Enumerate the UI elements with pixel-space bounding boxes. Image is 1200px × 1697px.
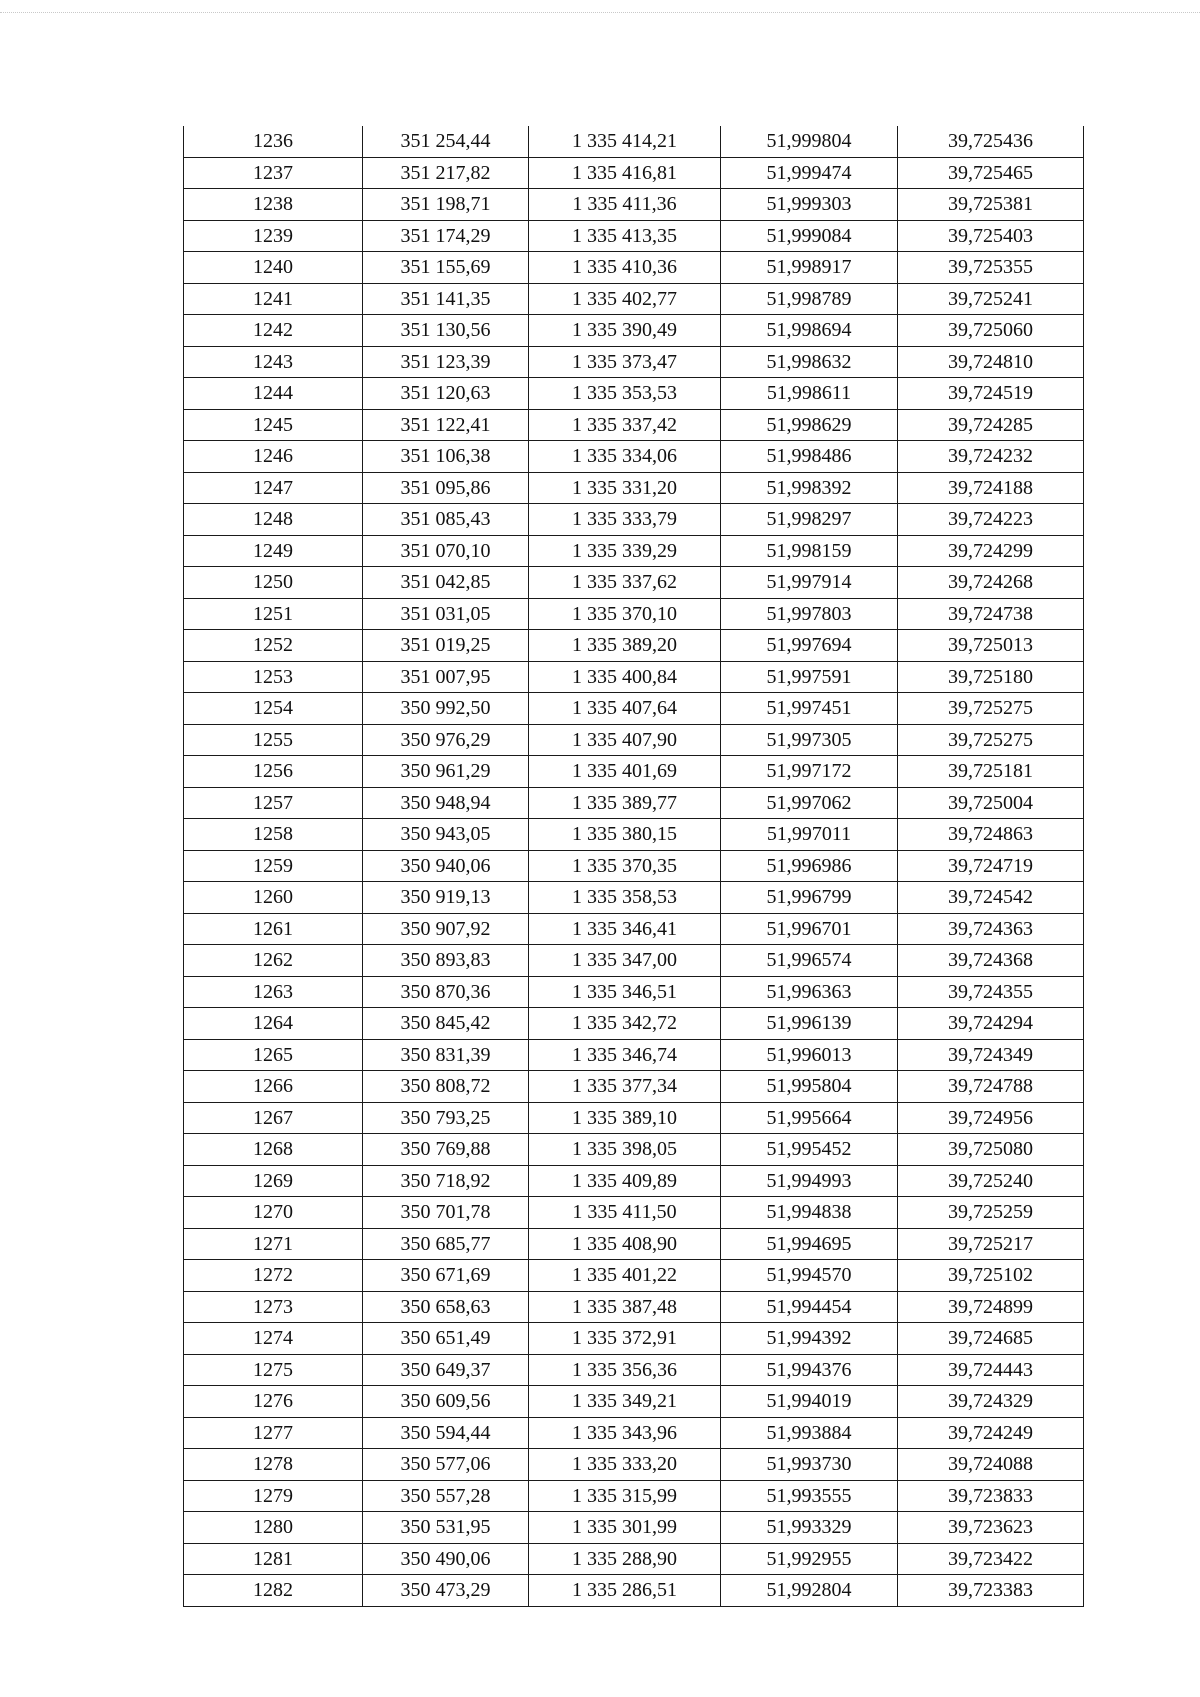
latitude-cell: 51,993555 (721, 1480, 898, 1512)
coord-x-cell: 351 120,63 (363, 378, 529, 410)
table-row (184, 1480, 1084, 1512)
coord-x-cell: 351 106,38 (363, 441, 529, 473)
point-number-cell: 1261 (184, 913, 363, 945)
coord-x-cell: 351 254,44 (363, 126, 529, 157)
point-number-cell: 1280 (184, 1512, 363, 1544)
coord-x-cell: 350 976,29 (363, 724, 529, 756)
latitude-cell: 51,997803 (721, 598, 898, 630)
latitude-cell: 51,995452 (721, 1134, 898, 1166)
coord-x-cell: 350 651,49 (363, 1323, 529, 1355)
point-number-cell: 1244 (184, 378, 363, 410)
point-number-cell: 1277 (184, 1417, 363, 1449)
latitude-cell: 51,997062 (721, 787, 898, 819)
table-row (184, 913, 1084, 945)
table-row (184, 1228, 1084, 1260)
coord-y-cell: 1 335 286,51 (529, 1575, 721, 1607)
point-number-cell: 1272 (184, 1260, 363, 1292)
coord-y-cell: 1 335 346,51 (529, 976, 721, 1008)
latitude-cell: 51,997305 (721, 724, 898, 756)
coord-y-cell: 1 335 301,99 (529, 1512, 721, 1544)
coord-y-cell: 1 335 407,90 (529, 724, 721, 756)
table-row (184, 1071, 1084, 1103)
point-number-cell: 1274 (184, 1323, 363, 1355)
latitude-cell: 51,997451 (721, 693, 898, 725)
coord-y-cell: 1 335 408,90 (529, 1228, 721, 1260)
latitude-cell: 51,998694 (721, 315, 898, 347)
longitude-cell: 39,725241 (898, 283, 1084, 315)
longitude-cell: 39,725381 (898, 189, 1084, 221)
table-row (184, 220, 1084, 252)
table-row (184, 441, 1084, 473)
table-row (184, 787, 1084, 819)
latitude-cell: 51,992955 (721, 1543, 898, 1575)
longitude-cell: 39,724285 (898, 409, 1084, 441)
coord-x-cell: 351 217,82 (363, 157, 529, 189)
latitude-cell: 51,997914 (721, 567, 898, 599)
latitude-cell: 51,993730 (721, 1449, 898, 1481)
coord-x-cell: 351 155,69 (363, 252, 529, 284)
point-number-cell: 1262 (184, 945, 363, 977)
latitude-cell: 51,995664 (721, 1102, 898, 1134)
coord-x-cell: 351 123,39 (363, 346, 529, 378)
coord-x-cell: 350 577,06 (363, 1449, 529, 1481)
coord-y-cell: 1 335 390,49 (529, 315, 721, 347)
latitude-cell: 51,998629 (721, 409, 898, 441)
table-row (184, 1102, 1084, 1134)
coord-x-cell: 351 198,71 (363, 189, 529, 221)
point-number-cell: 1243 (184, 346, 363, 378)
point-number-cell: 1258 (184, 819, 363, 851)
table-row (184, 1512, 1084, 1544)
coord-x-cell: 350 845,42 (363, 1008, 529, 1040)
latitude-cell: 51,995804 (721, 1071, 898, 1103)
coord-y-cell: 1 335 389,20 (529, 630, 721, 662)
longitude-cell: 39,725275 (898, 693, 1084, 725)
point-number-cell: 1268 (184, 1134, 363, 1166)
coord-y-cell: 1 335 333,79 (529, 504, 721, 536)
latitude-cell: 51,998917 (721, 252, 898, 284)
latitude-cell: 51,998611 (721, 378, 898, 410)
longitude-cell: 39,724088 (898, 1449, 1084, 1481)
latitude-cell: 51,996139 (721, 1008, 898, 1040)
coord-y-cell: 1 335 358,53 (529, 882, 721, 914)
coord-x-cell: 351 019,25 (363, 630, 529, 662)
coord-x-cell: 350 769,88 (363, 1134, 529, 1166)
coord-x-cell: 351 141,35 (363, 283, 529, 315)
table-row (184, 189, 1084, 221)
latitude-cell: 51,994392 (721, 1323, 898, 1355)
table-row (184, 1543, 1084, 1575)
point-number-cell: 1253 (184, 661, 363, 693)
coord-x-cell: 350 831,39 (363, 1039, 529, 1071)
longitude-cell: 39,724363 (898, 913, 1084, 945)
coord-y-cell: 1 335 356,36 (529, 1354, 721, 1386)
point-number-cell: 1250 (184, 567, 363, 599)
point-number-cell: 1279 (184, 1480, 363, 1512)
coord-x-cell: 351 174,29 (363, 220, 529, 252)
longitude-cell: 39,724355 (898, 976, 1084, 1008)
table-row (184, 1260, 1084, 1292)
coord-y-cell: 1 335 401,22 (529, 1260, 721, 1292)
coord-y-cell: 1 335 411,36 (529, 189, 721, 221)
point-number-cell: 1273 (184, 1291, 363, 1323)
coord-y-cell: 1 335 402,77 (529, 283, 721, 315)
table-row (184, 346, 1084, 378)
longitude-cell: 39,724685 (898, 1323, 1084, 1355)
latitude-cell: 51,999474 (721, 157, 898, 189)
coord-x-cell: 351 130,56 (363, 315, 529, 347)
longitude-cell: 39,724956 (898, 1102, 1084, 1134)
point-number-cell: 1269 (184, 1165, 363, 1197)
coord-y-cell: 1 335 349,21 (529, 1386, 721, 1418)
point-number-cell: 1238 (184, 189, 363, 221)
latitude-cell: 51,996574 (721, 945, 898, 977)
longitude-cell: 39,725013 (898, 630, 1084, 662)
latitude-cell: 51,998632 (721, 346, 898, 378)
longitude-cell: 39,725004 (898, 787, 1084, 819)
coord-x-cell: 351 042,85 (363, 567, 529, 599)
table-row (184, 598, 1084, 630)
coord-x-cell: 350 808,72 (363, 1071, 529, 1103)
latitude-cell: 51,994838 (721, 1197, 898, 1229)
coord-y-cell: 1 335 370,10 (529, 598, 721, 630)
coord-y-cell: 1 335 353,53 (529, 378, 721, 410)
coord-y-cell: 1 335 288,90 (529, 1543, 721, 1575)
coord-y-cell: 1 335 416,81 (529, 157, 721, 189)
latitude-cell: 51,992804 (721, 1575, 898, 1607)
table-row (184, 630, 1084, 662)
latitude-cell: 51,993329 (721, 1512, 898, 1544)
point-number-cell: 1275 (184, 1354, 363, 1386)
point-number-cell: 1278 (184, 1449, 363, 1481)
table-row (184, 850, 1084, 882)
longitude-cell: 39,724542 (898, 882, 1084, 914)
coord-y-cell: 1 335 372,91 (529, 1323, 721, 1355)
coord-x-cell: 351 070,10 (363, 535, 529, 567)
latitude-cell: 51,994993 (721, 1165, 898, 1197)
table-row (184, 409, 1084, 441)
longitude-cell: 39,724738 (898, 598, 1084, 630)
latitude-cell: 51,994019 (721, 1386, 898, 1418)
coord-y-cell: 1 335 389,10 (529, 1102, 721, 1134)
latitude-cell: 51,994376 (721, 1354, 898, 1386)
coord-x-cell: 350 961,29 (363, 756, 529, 788)
table-row (184, 819, 1084, 851)
longitude-cell: 39,725436 (898, 126, 1084, 157)
coord-y-cell: 1 335 400,84 (529, 661, 721, 693)
coord-y-cell: 1 335 346,41 (529, 913, 721, 945)
latitude-cell: 51,999084 (721, 220, 898, 252)
table-row (184, 1386, 1084, 1418)
table-row (184, 126, 1084, 157)
coord-y-cell: 1 335 377,34 (529, 1071, 721, 1103)
table-row (184, 1449, 1084, 1481)
coord-y-cell: 1 335 370,35 (529, 850, 721, 882)
table-row (184, 252, 1084, 284)
point-number-cell: 1251 (184, 598, 363, 630)
coord-y-cell: 1 335 389,77 (529, 787, 721, 819)
table-row (184, 283, 1084, 315)
point-number-cell: 1252 (184, 630, 363, 662)
coord-y-cell: 1 335 387,48 (529, 1291, 721, 1323)
longitude-cell: 39,725240 (898, 1165, 1084, 1197)
coord-y-cell: 1 335 333,20 (529, 1449, 721, 1481)
point-number-cell: 1248 (184, 504, 363, 536)
table-row (184, 378, 1084, 410)
coord-x-cell: 351 007,95 (363, 661, 529, 693)
table-row (184, 1197, 1084, 1229)
latitude-cell: 51,996799 (721, 882, 898, 914)
longitude-cell: 39,724810 (898, 346, 1084, 378)
coord-x-cell: 350 870,36 (363, 976, 529, 1008)
table-row (184, 535, 1084, 567)
latitude-cell: 51,997694 (721, 630, 898, 662)
latitude-cell: 51,993884 (721, 1417, 898, 1449)
coord-x-cell: 351 031,05 (363, 598, 529, 630)
coord-x-cell: 351 095,86 (363, 472, 529, 504)
table-row (184, 1354, 1084, 1386)
coord-x-cell: 350 919,13 (363, 882, 529, 914)
coordinates-table (183, 126, 1084, 1607)
coord-y-cell: 1 335 373,47 (529, 346, 721, 378)
longitude-cell: 39,724268 (898, 567, 1084, 599)
point-number-cell: 1257 (184, 787, 363, 819)
coord-y-cell: 1 335 337,62 (529, 567, 721, 599)
coord-y-cell: 1 335 346,74 (529, 1039, 721, 1071)
longitude-cell: 39,725275 (898, 724, 1084, 756)
longitude-cell: 39,725181 (898, 756, 1084, 788)
point-number-cell: 1270 (184, 1197, 363, 1229)
longitude-cell: 39,723623 (898, 1512, 1084, 1544)
coord-x-cell: 350 701,78 (363, 1197, 529, 1229)
coord-y-cell: 1 335 337,42 (529, 409, 721, 441)
longitude-cell: 39,724519 (898, 378, 1084, 410)
point-number-cell: 1260 (184, 882, 363, 914)
coord-x-cell: 350 649,37 (363, 1354, 529, 1386)
table-row (184, 1165, 1084, 1197)
longitude-cell: 39,725355 (898, 252, 1084, 284)
table-row (184, 567, 1084, 599)
latitude-cell: 51,998486 (721, 441, 898, 473)
longitude-cell: 39,724294 (898, 1008, 1084, 1040)
table-row (184, 1291, 1084, 1323)
longitude-cell: 39,724249 (898, 1417, 1084, 1449)
point-number-cell: 1256 (184, 756, 363, 788)
table-row (184, 724, 1084, 756)
point-number-cell: 1266 (184, 1071, 363, 1103)
coord-y-cell: 1 335 339,29 (529, 535, 721, 567)
coord-x-cell: 350 793,25 (363, 1102, 529, 1134)
longitude-cell: 39,723422 (898, 1543, 1084, 1575)
longitude-cell: 39,723383 (898, 1575, 1084, 1607)
coord-x-cell: 350 940,06 (363, 850, 529, 882)
latitude-cell: 51,996701 (721, 913, 898, 945)
longitude-cell: 39,724788 (898, 1071, 1084, 1103)
latitude-cell: 51,994454 (721, 1291, 898, 1323)
coord-x-cell: 350 473,29 (363, 1575, 529, 1607)
point-number-cell: 1239 (184, 220, 363, 252)
table-row (184, 756, 1084, 788)
latitude-cell: 51,994570 (721, 1260, 898, 1292)
longitude-cell: 39,724188 (898, 472, 1084, 504)
table-row (184, 1008, 1084, 1040)
longitude-cell: 39,725080 (898, 1134, 1084, 1166)
point-number-cell: 1264 (184, 1008, 363, 1040)
latitude-cell: 51,998159 (721, 535, 898, 567)
latitude-cell: 51,998297 (721, 504, 898, 536)
table-row (184, 976, 1084, 1008)
coord-x-cell: 350 685,77 (363, 1228, 529, 1260)
coord-y-cell: 1 335 398,05 (529, 1134, 721, 1166)
longitude-cell: 39,725217 (898, 1228, 1084, 1260)
longitude-cell: 39,724899 (898, 1291, 1084, 1323)
coord-y-cell: 1 335 380,15 (529, 819, 721, 851)
longitude-cell: 39,724223 (898, 504, 1084, 536)
coord-x-cell: 350 609,56 (363, 1386, 529, 1418)
point-number-cell: 1240 (184, 252, 363, 284)
latitude-cell: 51,998789 (721, 283, 898, 315)
coord-x-cell: 350 948,94 (363, 787, 529, 819)
coord-x-cell: 350 907,92 (363, 913, 529, 945)
longitude-cell: 39,724443 (898, 1354, 1084, 1386)
table-row (184, 693, 1084, 725)
coord-x-cell: 350 531,95 (363, 1512, 529, 1544)
coord-y-cell: 1 335 413,35 (529, 220, 721, 252)
coord-y-cell: 1 335 343,96 (529, 1417, 721, 1449)
coord-y-cell: 1 335 347,00 (529, 945, 721, 977)
longitude-cell: 39,725102 (898, 1260, 1084, 1292)
coord-x-cell: 350 992,50 (363, 693, 529, 725)
coord-y-cell: 1 335 409,89 (529, 1165, 721, 1197)
point-number-cell: 1281 (184, 1543, 363, 1575)
coordinates-table-body (184, 126, 1084, 1606)
latitude-cell: 51,999303 (721, 189, 898, 221)
latitude-cell: 51,999804 (721, 126, 898, 157)
latitude-cell: 51,998392 (721, 472, 898, 504)
table-row (184, 882, 1084, 914)
table-row (184, 1575, 1084, 1607)
point-number-cell: 1254 (184, 693, 363, 725)
point-number-cell: 1242 (184, 315, 363, 347)
longitude-cell: 39,724232 (898, 441, 1084, 473)
coord-y-cell: 1 335 401,69 (529, 756, 721, 788)
point-number-cell: 1245 (184, 409, 363, 441)
table-row (184, 661, 1084, 693)
point-number-cell: 1282 (184, 1575, 363, 1607)
coord-y-cell: 1 335 407,64 (529, 693, 721, 725)
longitude-cell: 39,724368 (898, 945, 1084, 977)
longitude-cell: 39,725060 (898, 315, 1084, 347)
longitude-cell: 39,725259 (898, 1197, 1084, 1229)
coord-x-cell: 350 893,83 (363, 945, 529, 977)
coord-y-cell: 1 335 411,50 (529, 1197, 721, 1229)
table-row (184, 945, 1084, 977)
coord-x-cell: 351 085,43 (363, 504, 529, 536)
coord-x-cell: 350 943,05 (363, 819, 529, 851)
coord-x-cell: 350 557,28 (363, 1480, 529, 1512)
point-number-cell: 1263 (184, 976, 363, 1008)
longitude-cell: 39,724349 (898, 1039, 1084, 1071)
table-row (184, 315, 1084, 347)
table-row (184, 472, 1084, 504)
longitude-cell: 39,724719 (898, 850, 1084, 882)
point-number-cell: 1265 (184, 1039, 363, 1071)
latitude-cell: 51,996986 (721, 850, 898, 882)
longitude-cell: 39,724329 (898, 1386, 1084, 1418)
point-number-cell: 1246 (184, 441, 363, 473)
longitude-cell: 39,723833 (898, 1480, 1084, 1512)
longitude-cell: 39,725403 (898, 220, 1084, 252)
point-number-cell: 1237 (184, 157, 363, 189)
point-number-cell: 1259 (184, 850, 363, 882)
longitude-cell: 39,724863 (898, 819, 1084, 851)
latitude-cell: 51,994695 (721, 1228, 898, 1260)
table-row (184, 157, 1084, 189)
latitude-cell: 51,997172 (721, 756, 898, 788)
coord-x-cell: 351 122,41 (363, 409, 529, 441)
point-number-cell: 1276 (184, 1386, 363, 1418)
latitude-cell: 51,997011 (721, 819, 898, 851)
longitude-cell: 39,725180 (898, 661, 1084, 693)
point-number-cell: 1267 (184, 1102, 363, 1134)
scan-edge-line (0, 12, 1200, 13)
point-number-cell: 1271 (184, 1228, 363, 1260)
latitude-cell: 51,997591 (721, 661, 898, 693)
point-number-cell: 1241 (184, 283, 363, 315)
coord-y-cell: 1 335 331,20 (529, 472, 721, 504)
coord-y-cell: 1 335 414,21 (529, 126, 721, 157)
coord-y-cell: 1 335 315,99 (529, 1480, 721, 1512)
longitude-cell: 39,724299 (898, 535, 1084, 567)
point-number-cell: 1249 (184, 535, 363, 567)
coord-x-cell: 350 658,63 (363, 1291, 529, 1323)
table-row (184, 504, 1084, 536)
table-row (184, 1417, 1084, 1449)
longitude-cell: 39,725465 (898, 157, 1084, 189)
point-number-cell: 1236 (184, 126, 363, 157)
table-row (184, 1039, 1084, 1071)
coord-x-cell: 350 718,92 (363, 1165, 529, 1197)
latitude-cell: 51,996363 (721, 976, 898, 1008)
coord-x-cell: 350 490,06 (363, 1543, 529, 1575)
table-row (184, 1134, 1084, 1166)
latitude-cell: 51,996013 (721, 1039, 898, 1071)
point-number-cell: 1255 (184, 724, 363, 756)
table-row (184, 1323, 1084, 1355)
point-number-cell: 1247 (184, 472, 363, 504)
coord-y-cell: 1 335 334,06 (529, 441, 721, 473)
coord-x-cell: 350 671,69 (363, 1260, 529, 1292)
coord-y-cell: 1 335 410,36 (529, 252, 721, 284)
coord-y-cell: 1 335 342,72 (529, 1008, 721, 1040)
coord-x-cell: 350 594,44 (363, 1417, 529, 1449)
